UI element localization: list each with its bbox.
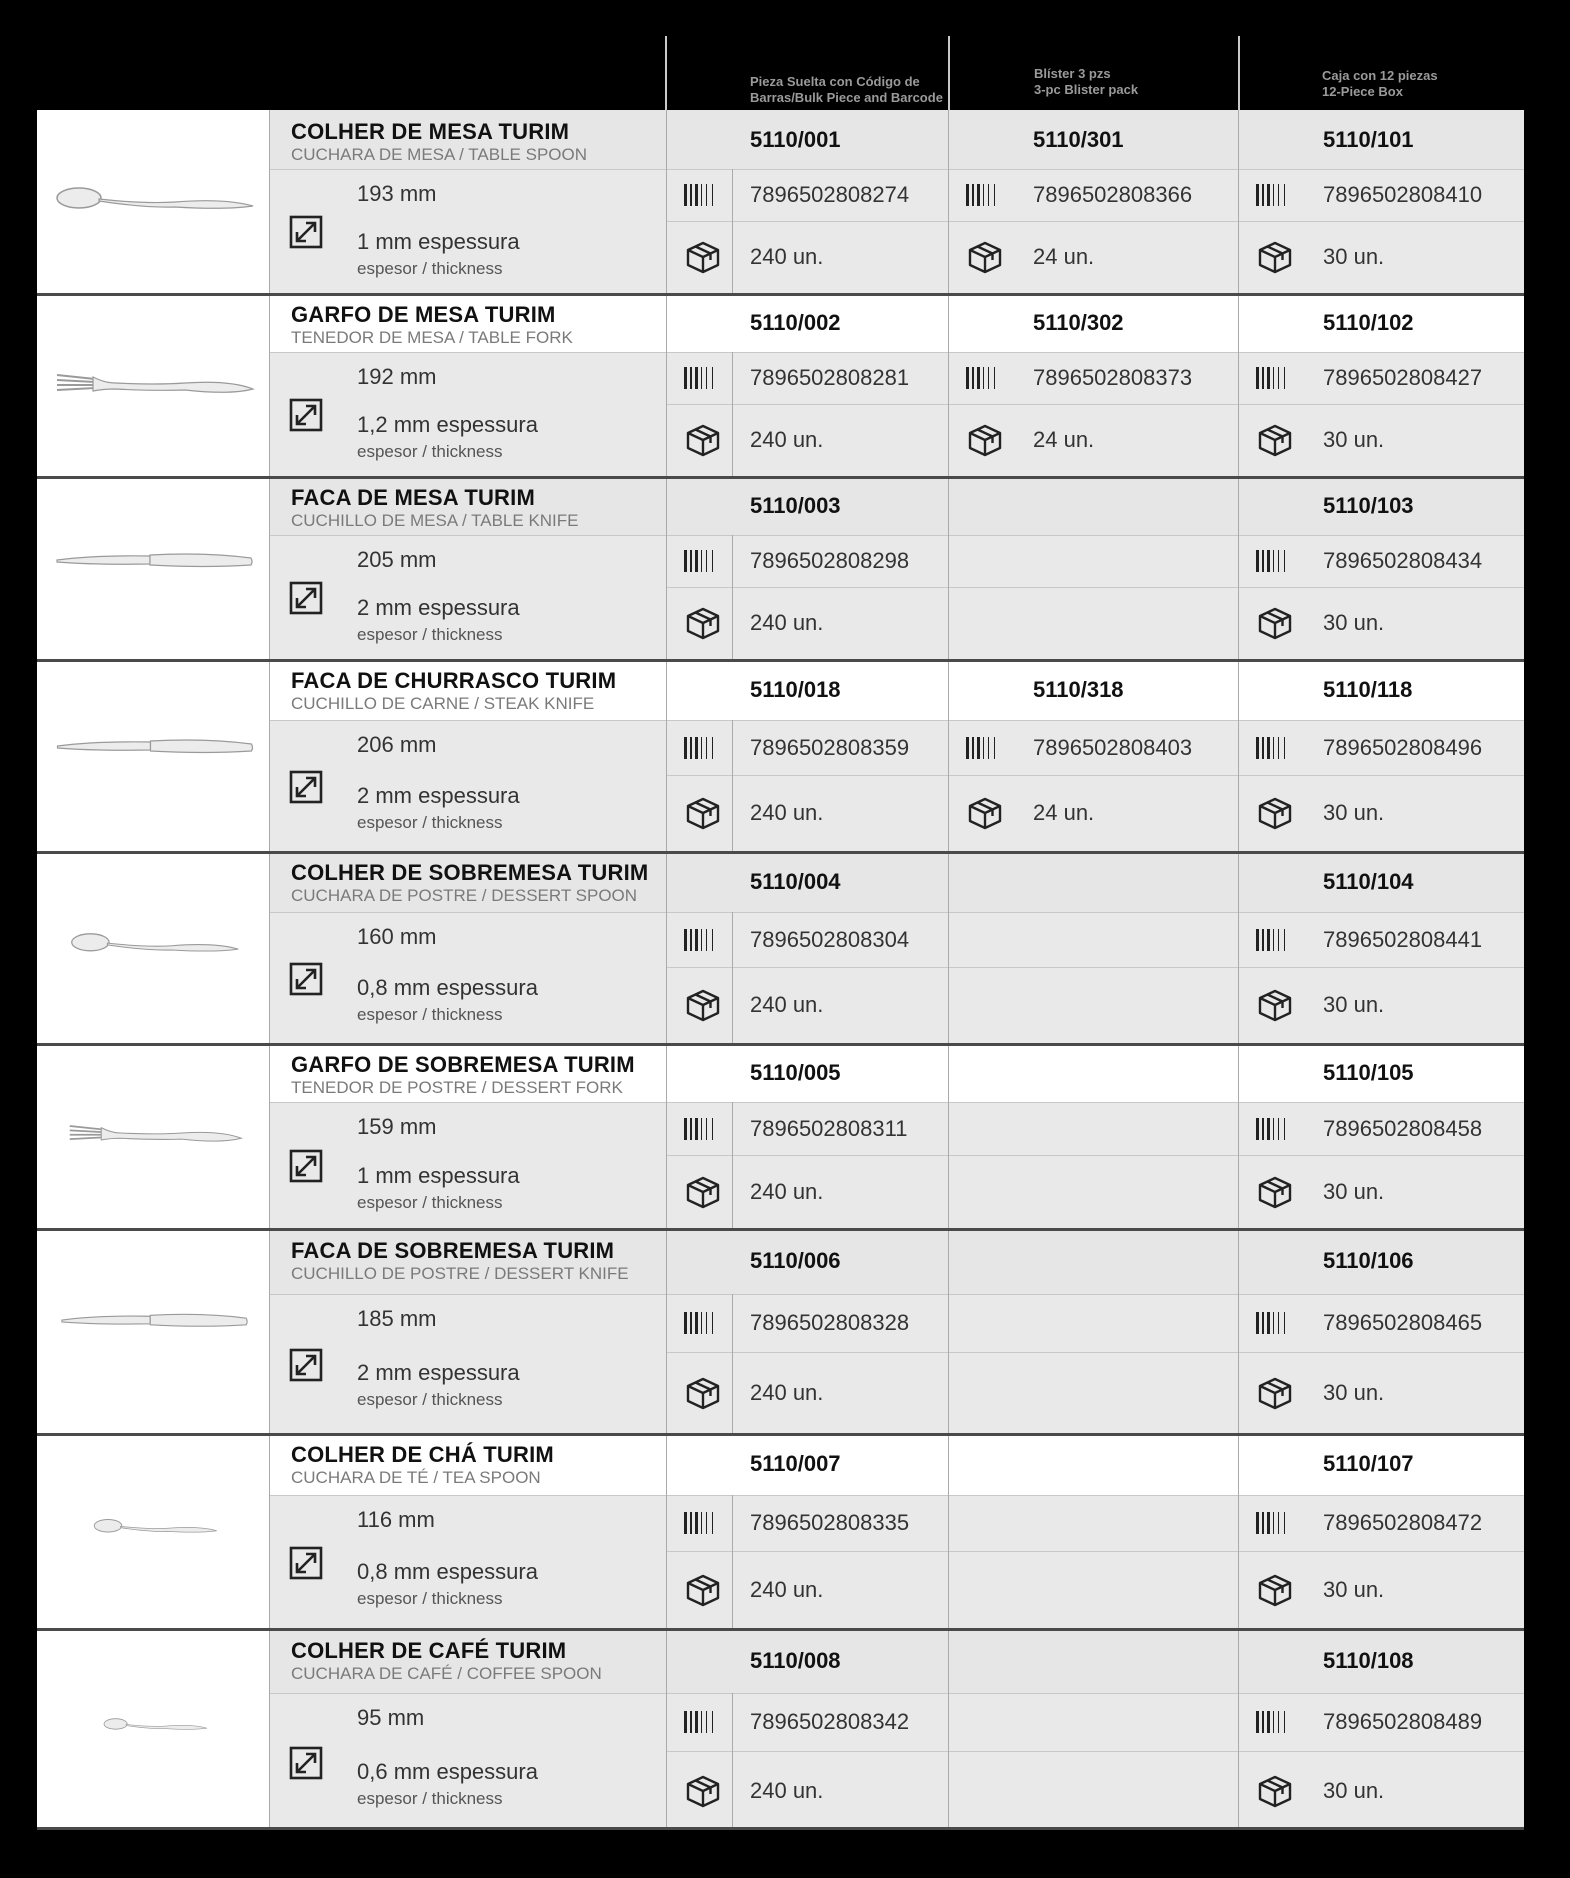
col-divider — [666, 659, 667, 851]
bulk-code: 5110/006 — [750, 1248, 841, 1273]
col-divider — [269, 1043, 270, 1228]
barcode-icon — [1256, 737, 1294, 764]
row-divider — [666, 775, 1524, 776]
header-box-line1: Caja con 12 piezas — [1322, 68, 1438, 83]
row-separator — [37, 1433, 1524, 1436]
col-divider — [948, 851, 949, 1043]
box-barcode-number: 7896502808410 — [1323, 182, 1483, 207]
row-divider — [269, 1102, 1524, 1103]
col-divider — [269, 293, 270, 476]
col-divider — [948, 1628, 949, 1830]
barcode-icon — [684, 367, 722, 394]
col-divider — [948, 110, 949, 293]
row-divider — [269, 912, 1524, 913]
col-divider — [732, 912, 733, 1043]
product-thickness: 2 mm espessura — [357, 595, 520, 620]
product-subtitle: CUCHARA DE POSTRE / DESSERT SPOON — [291, 886, 638, 905]
cutlery-image — [103, 1705, 208, 1750]
row-divider — [666, 967, 1524, 968]
product-row — [37, 110, 1524, 293]
box-quantity: 30 un. — [1323, 1778, 1385, 1803]
package-box-icon — [1256, 606, 1294, 645]
box-code: 5110/106 — [1323, 1248, 1414, 1273]
row-divider — [666, 1751, 1524, 1752]
box-quantity: 30 un. — [1323, 992, 1385, 1017]
thickness-subtitle: espesor / thickness — [357, 813, 503, 832]
diagonal-resize-icon — [289, 398, 323, 437]
header-bulk — [750, 74, 943, 106]
col-divider — [1238, 1433, 1239, 1628]
package-box-icon — [684, 423, 722, 462]
product-name: FACA DE MESA TURIM — [291, 485, 535, 510]
product-length: 205 mm — [357, 547, 437, 572]
header-box-line2: 12-Piece Box — [1322, 84, 1403, 99]
package-box-icon — [1256, 423, 1294, 462]
col-divider — [666, 1433, 667, 1628]
package-box-icon — [1256, 796, 1294, 835]
col-divider — [666, 1628, 667, 1830]
col-divider — [948, 476, 949, 659]
package-box-icon — [1256, 1573, 1294, 1612]
thickness-subtitle: espesor / thickness — [357, 1589, 503, 1608]
row-divider — [666, 1352, 1524, 1353]
bulk-barcode-number: 7896502808304 — [750, 927, 910, 952]
row-divider — [269, 1294, 1524, 1295]
blister-quantity: 24 un. — [1033, 800, 1095, 825]
package-box-icon — [1256, 1774, 1294, 1813]
package-box-icon — [966, 240, 1004, 279]
box-quantity: 30 un. — [1323, 244, 1385, 269]
package-box-icon — [684, 796, 722, 835]
bulk-quantity: 240 un. — [750, 1778, 824, 1803]
diagonal-resize-icon — [289, 1546, 323, 1585]
col-divider — [1238, 110, 1239, 293]
package-box-icon — [966, 796, 1004, 835]
box-code: 5110/102 — [1323, 310, 1414, 335]
product-length: 193 mm — [357, 181, 437, 206]
product-thickness: 1 mm espessura — [357, 1163, 520, 1188]
box-code: 5110/104 — [1323, 869, 1414, 894]
barcode-icon — [684, 929, 722, 956]
barcode-icon — [684, 1711, 722, 1738]
blister-barcode-number: 7896502808373 — [1033, 365, 1193, 390]
box-code: 5110/108 — [1323, 1648, 1414, 1673]
package-box-icon — [1256, 988, 1294, 1027]
blister-code: 5110/302 — [1033, 310, 1124, 335]
barcode-icon — [1256, 1512, 1294, 1539]
bulk-quantity: 240 un. — [750, 244, 824, 269]
package-box-icon — [684, 1175, 722, 1214]
barcode-icon — [684, 737, 722, 764]
row-separator — [37, 1628, 1524, 1631]
row-divider — [666, 1551, 1524, 1552]
bulk-barcode-number: 7896502808298 — [750, 548, 910, 573]
package-box-icon — [966, 423, 1004, 462]
row-divider — [269, 169, 1524, 170]
product-thickness: 2 mm espessura — [357, 783, 520, 808]
diagonal-resize-icon — [289, 581, 323, 620]
product-row — [37, 1043, 1524, 1228]
package-box-icon — [1256, 1175, 1294, 1214]
row-divider — [269, 720, 1524, 721]
product-length: 159 mm — [357, 1114, 437, 1139]
col-divider — [948, 1043, 949, 1228]
bulk-quantity: 240 un. — [750, 610, 824, 635]
header-blister — [1034, 66, 1138, 98]
col-divider — [1238, 659, 1239, 851]
cutlery-image — [50, 363, 260, 408]
col-divider — [666, 851, 667, 1043]
barcode-icon — [684, 184, 722, 211]
box-barcode-number: 7896502808489 — [1323, 1709, 1483, 1734]
header-divider — [665, 36, 667, 110]
row-divider — [666, 587, 1524, 588]
col-divider — [666, 476, 667, 659]
product-row — [37, 1228, 1524, 1433]
cutlery-image — [70, 924, 240, 969]
product-row — [37, 476, 1524, 659]
product-name: FACA DE SOBREMESA TURIM — [291, 1238, 615, 1263]
box-quantity: 30 un. — [1323, 800, 1385, 825]
diagonal-resize-icon — [289, 215, 323, 254]
product-length: 95 mm — [357, 1705, 425, 1730]
box-quantity: 30 un. — [1323, 1179, 1385, 1204]
product-thickness: 0,6 mm espessura — [357, 1759, 538, 1784]
bulk-barcode-number: 7896502808311 — [750, 1116, 908, 1141]
product-thickness: 0,8 mm espessura — [357, 975, 538, 1000]
thickness-subtitle: espesor / thickness — [357, 1390, 503, 1409]
barcode-icon — [1256, 1312, 1294, 1339]
blister-barcode-number: 7896502808366 — [1033, 182, 1193, 207]
thickness-subtitle: espesor / thickness — [357, 259, 503, 278]
col-divider — [269, 1228, 270, 1433]
row-divider — [666, 221, 1524, 222]
bulk-quantity: 240 un. — [750, 800, 824, 825]
header-box — [1322, 68, 1438, 100]
box-barcode-number: 7896502808427 — [1323, 365, 1483, 390]
col-divider — [1238, 851, 1239, 1043]
product-thickness: 1,2 mm espessura — [357, 412, 538, 437]
product-thickness: 0,8 mm espessura — [357, 1559, 538, 1584]
product-row — [37, 659, 1524, 851]
bulk-code: 5110/001 — [750, 127, 841, 152]
col-divider — [732, 1294, 733, 1433]
bulk-code: 5110/002 — [750, 310, 841, 335]
col-divider — [666, 1228, 667, 1433]
thickness-subtitle: espesor / thickness — [357, 442, 503, 461]
product-table — [37, 110, 1524, 1830]
product-name: COLHER DE MESA TURIM — [291, 119, 570, 144]
box-quantity: 30 un. — [1323, 1380, 1385, 1405]
row-separator — [37, 1228, 1524, 1231]
col-divider — [732, 535, 733, 659]
box-barcode-number: 7896502808472 — [1323, 1510, 1483, 1535]
bulk-quantity: 240 un. — [750, 992, 824, 1017]
row-separator — [37, 1043, 1524, 1046]
product-name: COLHER DE CHÁ TURIM — [291, 1442, 554, 1467]
product-name: GARFO DE MESA TURIM — [291, 302, 556, 327]
col-divider — [732, 1102, 733, 1228]
barcode-icon — [1256, 550, 1294, 577]
product-subtitle: CUCHILLO DE CARNE / STEAK KNIFE — [291, 694, 595, 713]
box-barcode-number: 7896502808465 — [1323, 1310, 1483, 1335]
box-code: 5110/101 — [1323, 127, 1414, 152]
diagonal-resize-icon — [289, 1348, 323, 1387]
bulk-barcode-number: 7896502808281 — [750, 365, 910, 390]
package-box-icon — [684, 1774, 722, 1813]
col-divider — [269, 1433, 270, 1628]
col-divider — [732, 1693, 733, 1830]
package-box-icon — [684, 988, 722, 1027]
header-divider — [948, 36, 950, 110]
col-divider — [1238, 1043, 1239, 1228]
barcode-icon — [684, 550, 722, 577]
cutlery-image — [48, 732, 263, 767]
product-length: 192 mm — [357, 364, 437, 389]
box-barcode-number: 7896502808496 — [1323, 735, 1483, 760]
barcode-icon — [1256, 184, 1294, 211]
barcode-icon — [684, 1118, 722, 1145]
product-subtitle: CUCHILLO DE MESA / TABLE KNIFE — [291, 511, 579, 530]
product-subtitle: TENEDOR DE POSTRE / DESSERT FORK — [291, 1078, 623, 1097]
col-divider — [948, 659, 949, 851]
product-name: COLHER DE SOBREMESA TURIM — [291, 860, 649, 885]
bulk-code: 5110/003 — [750, 493, 841, 518]
box-barcode-number: 7896502808458 — [1323, 1116, 1483, 1141]
cutlery-image — [60, 1306, 250, 1341]
col-divider — [666, 293, 667, 476]
header-divider — [1238, 36, 1240, 110]
header-blister-line1: Blíster 3 pzs — [1034, 66, 1111, 81]
col-divider — [732, 1495, 733, 1628]
box-barcode-number: 7896502808434 — [1323, 548, 1483, 573]
bulk-quantity: 240 un. — [750, 427, 824, 452]
col-divider — [269, 1628, 270, 1830]
product-thickness: 2 mm espessura — [357, 1360, 520, 1385]
box-barcode-number: 7896502808441 — [1323, 927, 1483, 952]
bulk-barcode-number: 7896502808335 — [750, 1510, 910, 1535]
col-divider — [269, 110, 270, 293]
bulk-barcode-number: 7896502808328 — [750, 1310, 910, 1335]
blister-quantity: 24 un. — [1033, 244, 1095, 269]
barcode-icon — [966, 367, 1004, 394]
product-name: GARFO DE SOBREMESA TURIM — [291, 1052, 635, 1077]
thickness-subtitle: espesor / thickness — [357, 1193, 503, 1212]
row-divider — [269, 1495, 1524, 1496]
box-code: 5110/105 — [1323, 1060, 1414, 1085]
row-separator — [37, 293, 1524, 296]
diagonal-resize-icon — [289, 770, 323, 809]
row-divider — [269, 535, 1524, 536]
bulk-quantity: 240 un. — [750, 1179, 824, 1204]
col-divider — [1238, 1228, 1239, 1433]
row-separator — [37, 476, 1524, 479]
barcode-icon — [1256, 1118, 1294, 1145]
row-divider — [666, 1155, 1524, 1156]
package-box-icon — [684, 1376, 722, 1415]
blister-code: 5110/318 — [1033, 677, 1124, 702]
package-box-icon — [684, 1573, 722, 1612]
thickness-subtitle: espesor / thickness — [357, 1005, 503, 1024]
barcode-icon — [1256, 367, 1294, 394]
header-bulk-line1: Pieza Suelta con Código de — [750, 74, 920, 89]
col-divider — [732, 720, 733, 851]
bulk-code: 5110/005 — [750, 1060, 841, 1085]
col-divider — [948, 293, 949, 476]
product-subtitle: CUCHILLO DE POSTRE / DESSERT KNIFE — [291, 1264, 629, 1283]
product-name: COLHER DE CAFÉ TURIM — [291, 1638, 567, 1663]
box-code: 5110/103 — [1323, 493, 1414, 518]
product-row — [37, 1628, 1524, 1830]
product-row — [37, 1433, 1524, 1628]
thickness-subtitle: espesor / thickness — [357, 625, 503, 644]
bulk-quantity: 240 un. — [750, 1577, 824, 1602]
barcode-icon — [966, 737, 1004, 764]
col-divider — [1238, 293, 1239, 476]
barcode-icon — [684, 1512, 722, 1539]
product-subtitle: TENEDOR DE MESA / TABLE FORK — [291, 328, 573, 347]
row-divider — [269, 352, 1524, 353]
blister-barcode-number: 7896502808403 — [1033, 735, 1193, 760]
package-box-icon — [1256, 240, 1294, 279]
col-divider — [666, 110, 667, 293]
col-divider — [732, 169, 733, 293]
product-length: 116 mm — [357, 1507, 435, 1532]
row-separator — [37, 851, 1524, 854]
bulk-barcode-number: 7896502808359 — [750, 735, 910, 760]
diagonal-resize-icon — [289, 1746, 323, 1785]
diagonal-resize-icon — [289, 962, 323, 1001]
bulk-barcode-number: 7896502808342 — [750, 1709, 910, 1734]
col-divider — [666, 1043, 667, 1228]
product-name: FACA DE CHURRASCO TURIM — [291, 668, 617, 693]
blister-code: 5110/301 — [1033, 127, 1124, 152]
barcode-icon — [966, 184, 1004, 211]
product-subtitle: CUCHARA DE MESA / TABLE SPOON — [291, 145, 588, 164]
header-blister-line2: 3-pc Blister pack — [1034, 82, 1139, 97]
col-divider — [1238, 1628, 1239, 1830]
col-divider — [269, 659, 270, 851]
package-box-icon — [1256, 1376, 1294, 1415]
product-subtitle: CUCHARA DE TÉ / TEA SPOON — [291, 1468, 541, 1487]
barcode-icon — [684, 1312, 722, 1339]
barcode-icon — [1256, 929, 1294, 956]
product-length: 206 mm — [357, 732, 437, 757]
diagonal-resize-icon — [289, 1149, 323, 1188]
row-separator — [37, 659, 1524, 662]
row-divider — [269, 1693, 1524, 1694]
bulk-barcode-number: 7896502808274 — [750, 182, 910, 207]
bulk-code: 5110/018 — [750, 677, 841, 702]
col-divider — [1238, 476, 1239, 659]
cutlery-image — [50, 546, 260, 581]
col-divider — [269, 851, 270, 1043]
package-box-icon — [684, 240, 722, 279]
row-divider — [666, 404, 1524, 405]
bulk-code: 5110/007 — [750, 1451, 841, 1476]
table-bottom-border — [37, 1827, 1524, 1830]
col-divider — [732, 352, 733, 476]
product-subtitle: CUCHARA DE CAFÉ / COFFEE SPOON — [291, 1664, 602, 1683]
product-thickness: 1 mm espessura — [357, 229, 520, 254]
product-length: 160 mm — [357, 924, 437, 949]
bulk-code: 5110/004 — [750, 869, 841, 894]
col-divider — [948, 1433, 949, 1628]
blister-quantity: 24 un. — [1033, 427, 1095, 452]
col-divider — [269, 476, 270, 659]
box-quantity: 30 un. — [1323, 1577, 1385, 1602]
box-code: 5110/118 — [1323, 677, 1413, 702]
box-quantity: 30 un. — [1323, 427, 1385, 452]
box-code: 5110/107 — [1323, 1451, 1414, 1476]
cutlery-image — [93, 1507, 218, 1552]
thickness-subtitle: espesor / thickness — [357, 1789, 503, 1808]
cutlery-image — [55, 180, 255, 225]
bulk-quantity: 240 un. — [750, 1380, 824, 1405]
product-row — [37, 293, 1524, 476]
col-divider — [948, 1228, 949, 1433]
package-box-icon — [684, 606, 722, 645]
product-length: 185 mm — [357, 1306, 437, 1331]
box-quantity: 30 un. — [1323, 610, 1385, 635]
header-bulk-line2: Barras/Bulk Piece and Barcode — [750, 90, 943, 105]
bulk-code: 5110/008 — [750, 1648, 841, 1673]
product-row — [37, 851, 1524, 1043]
cutlery-image — [68, 1113, 243, 1158]
barcode-icon — [1256, 1711, 1294, 1738]
